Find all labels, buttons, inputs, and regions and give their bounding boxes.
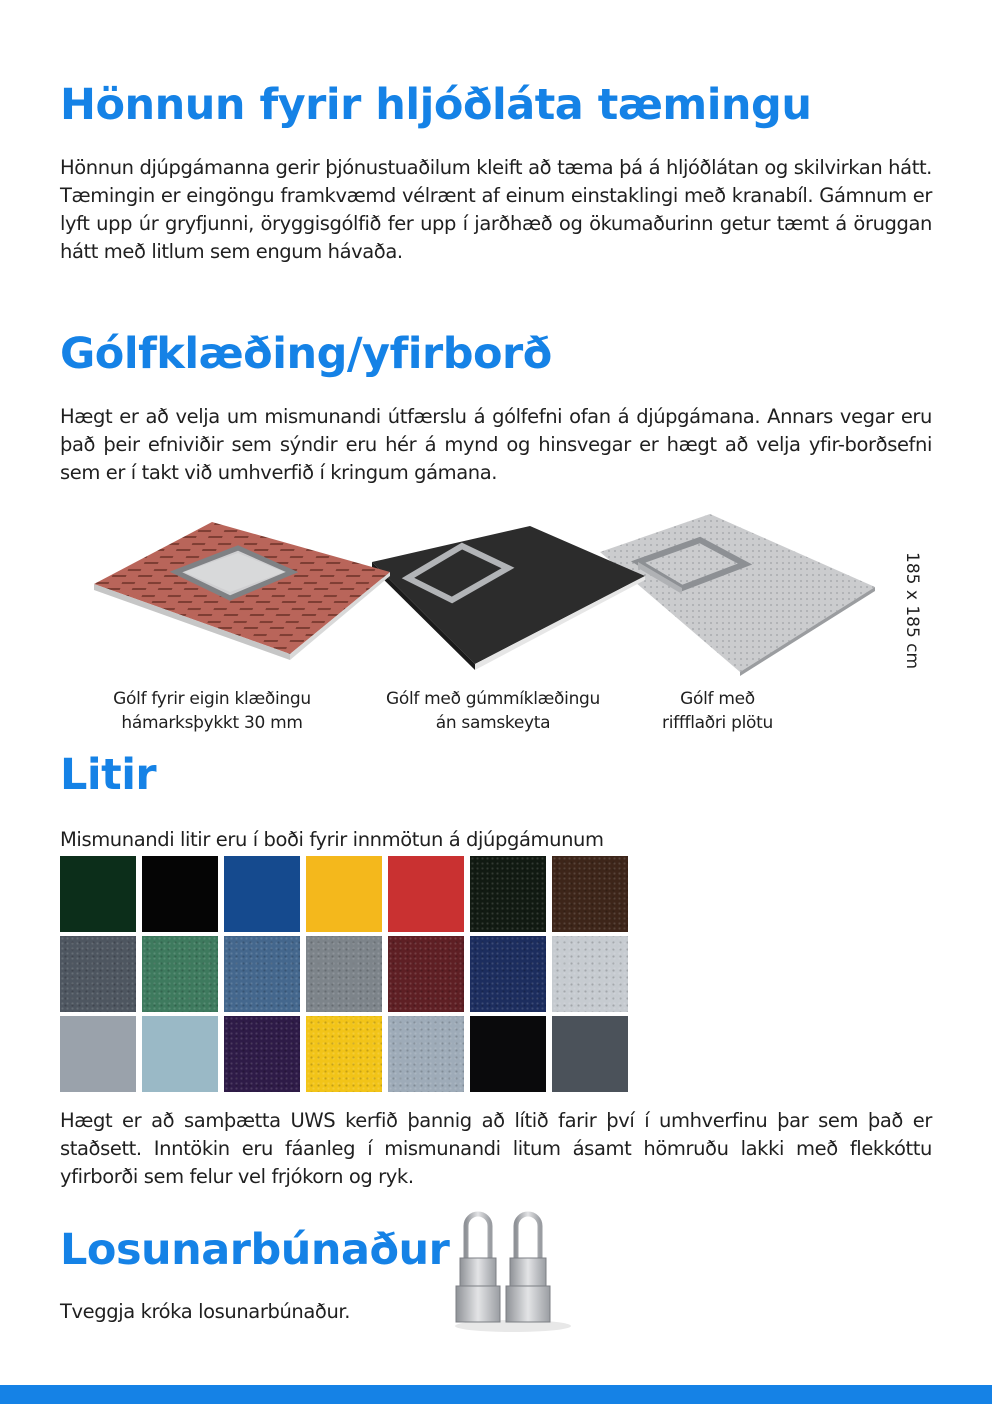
color-swatch bbox=[388, 936, 464, 1012]
bottom-accent-bar bbox=[0, 1385, 992, 1404]
hook-right bbox=[506, 1214, 550, 1322]
floor-checker-plate bbox=[600, 514, 875, 676]
caption-floor-rubber: Gólf með gúmmíklæðingu án samskeyta bbox=[385, 689, 601, 733]
color-swatch bbox=[142, 936, 218, 1012]
color-swatch bbox=[388, 856, 464, 932]
color-swatch bbox=[306, 856, 382, 932]
color-swatch bbox=[60, 1016, 136, 1092]
color-swatch bbox=[142, 1016, 218, 1092]
dimension-label: 185 x 185 cm bbox=[902, 552, 922, 670]
floor-options-illustration bbox=[90, 512, 890, 682]
color-swatch bbox=[470, 856, 546, 932]
color-swatch bbox=[142, 856, 218, 932]
color-swatch bbox=[224, 1016, 300, 1092]
paragraph-quiet-emptying: Hönnun djúpgámanna gerir þjónustuaðilum kleift að tæma þá á hljóðlátan og skilvirkan hátt. Tæmingin er eingöngu framkvæmd vélrænt af einum einstaklingi með kranabíl. Gámnum er lyft upp úr gryfjunni, öryggisgólfið fer upp í jarðhæð og ökumaðurinn getur tæmt á öruggan hátt með litlum sem engum hávaða. bbox=[60, 156, 932, 263]
paragraph-floor-covering: Hægt er að velja um mismunandi útfærslu á gólfefni ofan á djúpgámana. Annars vegar eru það þeir efniviðir sem sýndir eru hér á mynd og hinsvegar er hægt að velja yfir-borðsefni sem er í takt við umhverfið í kringum gámana. bbox=[60, 405, 932, 484]
paragraph-colors-intro: Mismunandi litir eru í boði fyrir innmötun á djúpgámunum bbox=[60, 828, 604, 851]
heading-floor-covering: Gólfklæðing/yfirborð bbox=[60, 329, 552, 379]
paragraph-release-mechanism: Tveggja króka losunarbúnaður. bbox=[60, 1300, 351, 1323]
heading-quiet-emptying: Hönnun fyrir hljóðláta tæmingu bbox=[60, 80, 812, 130]
hook-left bbox=[456, 1214, 500, 1322]
paragraph-colors: Hægt er að samþætta UWS kerfið þannig að lítið farir því í umhverfinu þar sem það er staðsett. Inntökin eru fáanleg í mismunandi litum ásamt hömruðu lakki með flekkóttu yfirborði sem felur vel frjókorn og ryk. bbox=[60, 1109, 932, 1188]
color-swatch bbox=[60, 936, 136, 1012]
color-swatch bbox=[306, 1016, 382, 1092]
color-swatch-grid bbox=[60, 856, 628, 1092]
color-swatch bbox=[552, 856, 628, 932]
two-hook-release-illustration bbox=[448, 1208, 578, 1333]
color-swatch bbox=[470, 1016, 546, 1092]
color-swatch bbox=[388, 1016, 464, 1092]
color-swatch bbox=[552, 936, 628, 1012]
color-swatch bbox=[60, 856, 136, 932]
heading-colors: Litir bbox=[60, 750, 157, 800]
color-swatch bbox=[306, 936, 382, 1012]
floor-rubber bbox=[372, 526, 645, 670]
caption-floor-own-cladding: Gólf fyrir eigin klæðingu hámarksþykkt 30 mm bbox=[113, 689, 311, 733]
floor-own-cladding bbox=[94, 522, 390, 660]
color-swatch bbox=[224, 856, 300, 932]
color-swatch bbox=[470, 936, 546, 1012]
color-swatch bbox=[552, 1016, 628, 1092]
caption-floor-checker-plate: Gólf með riffflaðri plötu bbox=[662, 689, 773, 733]
heading-release-mechanism: Losunarbúnaður bbox=[60, 1225, 450, 1275]
color-swatch bbox=[224, 936, 300, 1012]
